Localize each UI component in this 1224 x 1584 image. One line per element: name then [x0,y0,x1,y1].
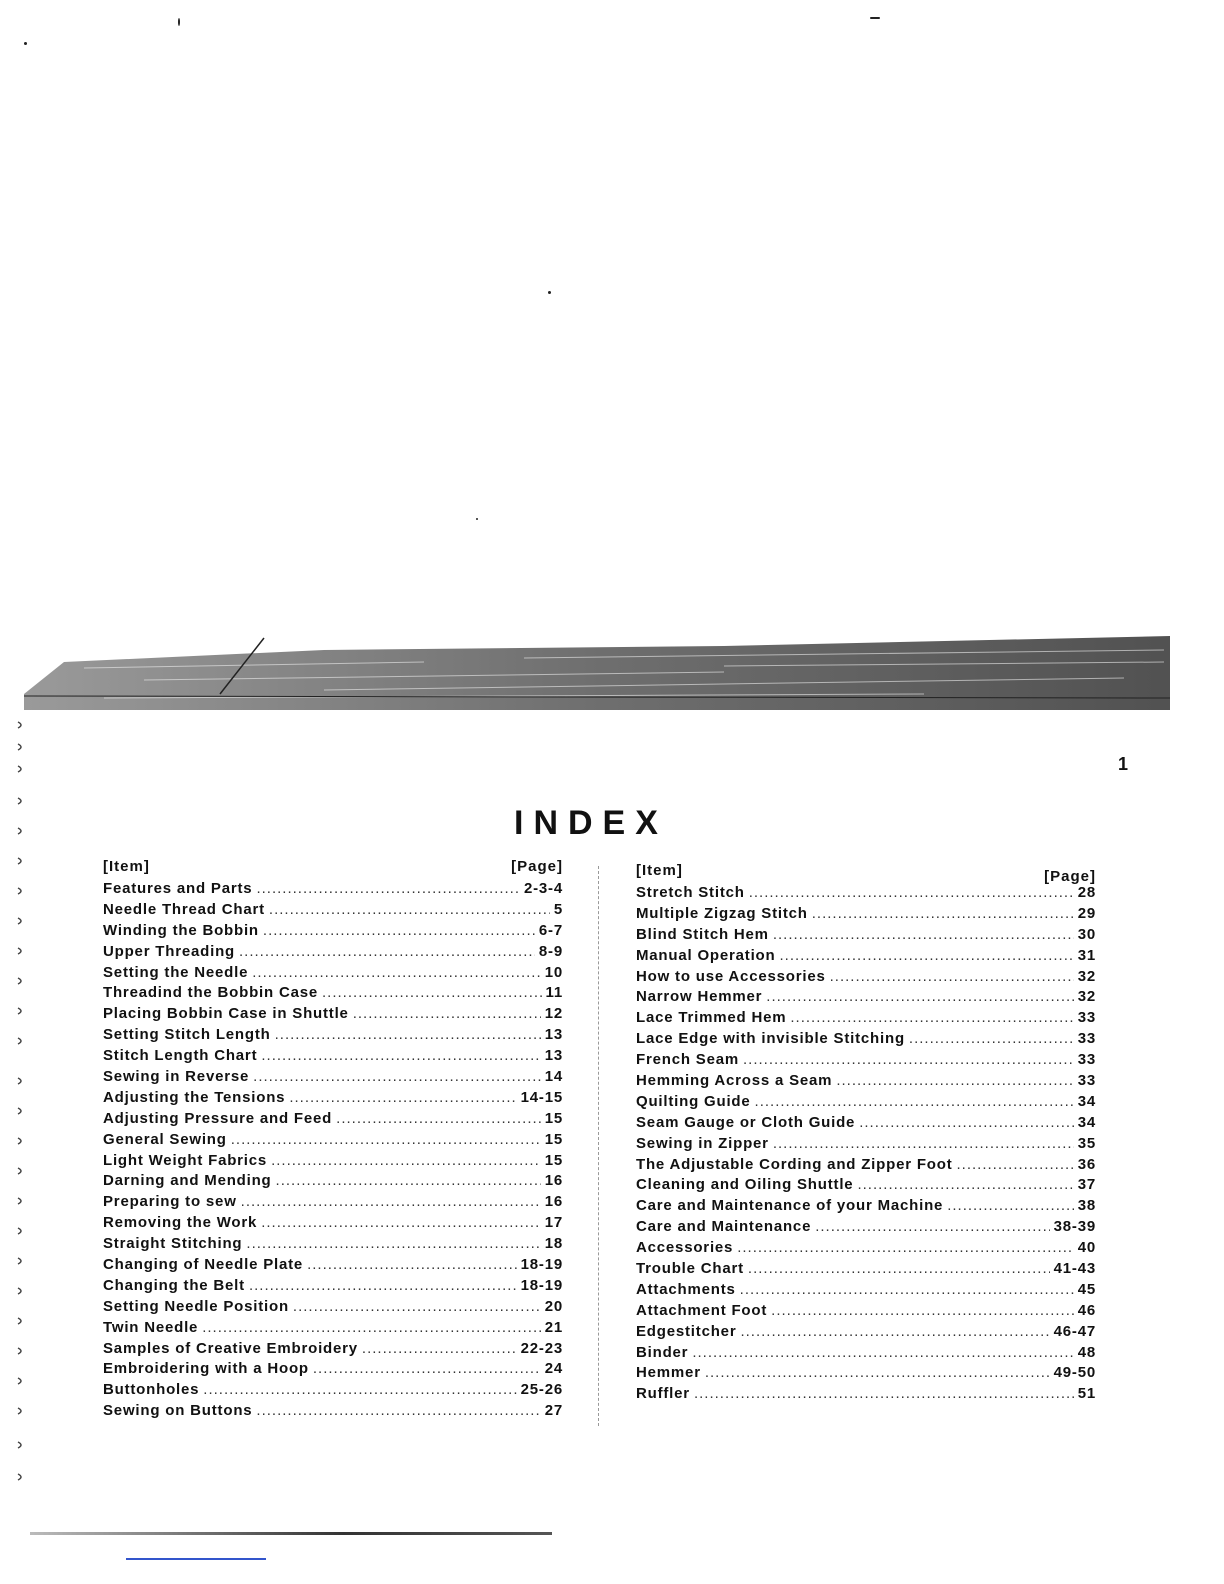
index-entry [636,1009,1096,1030]
entry-page: 15 [544,1130,563,1148]
index-entry [103,1340,563,1361]
index-entry [636,968,1096,989]
dot-leader [694,1385,1074,1402]
entry-item: Manual Operation [636,946,776,964]
entry-item: Threadind the Bobbin Case [103,984,319,1002]
index-entry [103,1005,563,1026]
entry-item: Trouble Chart [636,1260,744,1278]
entry-page: 29 [1077,904,1096,922]
index-entry [103,964,563,985]
index-entry [636,1364,1096,1385]
dot-leader [289,1089,516,1106]
dot-leader [256,1402,540,1419]
entry-page: 16 [544,1172,563,1190]
index-entry [103,1381,563,1402]
entry-page: 14 [544,1068,563,1086]
entry-item: Changing the Belt [103,1276,245,1294]
dot-leader [322,984,542,1001]
entry-item: Edgestitcher [636,1322,737,1340]
entry-item: Multiple Zigzag Stitch [636,904,808,922]
index-entry [636,1302,1096,1323]
scan-blue-mark [126,1558,266,1560]
entry-page: 27 [544,1402,563,1420]
entry-page: 37 [1077,1176,1096,1194]
page-header: [Page] [511,858,563,875]
dot-leader [241,1193,541,1210]
dot-leader [276,1172,541,1189]
dot-leader [743,1051,1074,1068]
index-entry [636,1281,1096,1302]
entry-page: 20 [544,1297,563,1315]
entry-item: Sewing on Buttons [103,1402,253,1420]
entry-page: 51 [1077,1385,1096,1403]
entry-page: 5 [553,900,563,918]
index-entry [103,1131,563,1152]
dot-leader [353,1005,541,1022]
entry-item: Cleaning and Oiling Shuttle [636,1176,854,1194]
entry-page: 13 [544,1047,563,1065]
dot-leader [836,1072,1073,1089]
entry-page: 41-43 [1053,1260,1096,1278]
dot-leader [692,1344,1073,1361]
index-entry [636,1344,1096,1365]
entry-item: Setting Stitch Length [103,1026,271,1044]
page-header: [Page] [1044,868,1096,885]
dot-leader [252,964,540,981]
entry-page: 24 [544,1360,563,1378]
entry-page: 8-9 [538,942,563,960]
index-entry [103,1152,563,1173]
entry-page: 21 [544,1318,563,1336]
dot-leader [253,1068,541,1085]
entry-item: Buttonholes [103,1381,200,1399]
index-entry [103,1235,563,1256]
dot-leader [790,1009,1073,1026]
entry-page: 33 [1077,1051,1096,1069]
index-entry [103,1172,563,1193]
entry-item: Hemming Across a Seam [636,1072,833,1090]
index-entry [636,947,1096,968]
dot-leader [740,1323,1049,1340]
index-entry [636,1176,1096,1197]
entry-item: Light Weight Fabrics [103,1151,268,1169]
entry-item: Lace Trimmed Hem [636,1009,787,1027]
dot-leader [239,943,535,960]
dot-leader [275,1026,541,1043]
index-entry [636,926,1096,947]
entry-item: Needle Thread Chart [103,900,265,918]
dot-leader [336,1110,541,1127]
entry-page: 33 [1077,1072,1096,1090]
entry-page: 38-39 [1053,1218,1096,1236]
entry-page: 15 [544,1109,563,1127]
entry-page: 14-15 [520,1088,563,1106]
index-entry [636,1323,1096,1344]
dot-leader [705,1364,1050,1381]
index-entry [636,1260,1096,1281]
entry-item: Setting Needle Position [103,1297,289,1315]
scan-speck [178,18,180,26]
dot-leader [740,1281,1074,1298]
entry-page: 28 [1077,884,1096,901]
dot-leader [749,884,1074,901]
index-entry [103,1256,563,1277]
index-entry [636,1197,1096,1218]
index-entry [636,1239,1096,1260]
entry-page: 2-3-4 [523,880,563,897]
column-divider [598,866,599,1426]
dot-leader [766,988,1073,1005]
entry-page: 18-19 [520,1256,563,1274]
entry-item: Blind Stitch Hem [636,925,769,943]
entry-item: Lace Edge with invisible Stitching [636,1030,905,1048]
scan-speck [476,518,478,520]
dot-leader [231,1131,541,1148]
entry-page: 32 [1077,988,1096,1006]
entry-page: 15 [544,1151,563,1169]
dot-leader [771,1302,1074,1319]
entry-item: Samples of Creative Embroidery [103,1339,358,1357]
index-column-right [636,862,1096,1406]
entry-item: Embroidering with a Hoop [103,1360,309,1378]
entry-item: Sewing in Reverse [103,1068,250,1086]
entry-page: 10 [544,963,563,981]
entry-item: Seam Gauge or Cloth Guide [636,1113,856,1131]
index-entry [636,1385,1096,1406]
entry-item: Quilting Guide [636,1092,751,1110]
dot-leader [261,1214,541,1231]
entry-page: 38 [1077,1197,1096,1215]
entry-page: 45 [1077,1280,1096,1298]
entry-item: Accessories [636,1239,734,1257]
entry-item: Changing of Needle Plate [103,1256,304,1274]
dot-leader [857,1176,1073,1193]
index-entry [636,1030,1096,1051]
dot-leader [815,1218,1049,1235]
entry-item: Sewing in Zipper [636,1134,769,1152]
entry-item: Features and Parts [103,880,253,897]
entry-item: Adjusting the Tensions [103,1088,286,1106]
index-entry [103,1110,563,1131]
index-entry [103,1193,563,1214]
scan-edge-line [30,1532,552,1535]
entry-item: French Seam [636,1051,740,1069]
dot-leader [246,1235,540,1252]
entry-item: Preparing to sew [103,1193,237,1211]
index-entry [103,1047,563,1068]
entry-item: Ruffler [636,1385,690,1403]
column-header [636,862,1096,884]
column-header [103,858,563,880]
entry-page: 11 [545,984,563,1002]
dot-leader [263,922,535,939]
dot-leader [909,1030,1074,1047]
index-entry [103,880,563,901]
dot-leader [293,1298,541,1315]
binding-hole-marks [14,712,28,1492]
dot-leader [830,968,1074,985]
index-entry [103,1277,563,1298]
index-entry [636,1093,1096,1114]
entry-item: Straight Stitching [103,1235,243,1253]
entry-page: 22-23 [520,1339,563,1357]
dot-leader [203,1381,516,1398]
entry-item: Care and Maintenance of your Machine [636,1197,944,1215]
dot-leader [779,947,1073,964]
entry-page: 6-7 [538,921,563,939]
dot-leader [859,1114,1074,1131]
entry-item: General Sewing [103,1130,227,1148]
index-column-left [103,858,563,1423]
entry-page: 16 [544,1193,563,1211]
entry-item: Care and Maintenance [636,1218,812,1236]
dot-leader [362,1340,517,1357]
entry-item: Adjusting Pressure and Feed [103,1109,333,1127]
entry-item: Stretch Stitch [636,884,745,901]
entry-page: 30 [1077,925,1096,943]
entry-page: 18 [544,1235,563,1253]
entry-page: 33 [1077,1009,1096,1027]
entry-page: 49-50 [1053,1364,1096,1382]
dot-leader [773,1135,1074,1152]
entry-item: Placing Bobbin Case in Shuttle [103,1005,349,1023]
dot-leader [269,901,550,918]
entry-item: Darning and Mending [103,1172,272,1190]
dot-leader [773,926,1074,943]
index-entry [103,922,563,943]
entry-page: 25-26 [520,1381,563,1399]
entry-page: 33 [1077,1030,1096,1048]
index-entry [636,1072,1096,1093]
dot-leader [947,1197,1074,1214]
entry-page: 46-47 [1053,1322,1096,1340]
index-entry [103,1298,563,1319]
dot-leader [261,1047,540,1064]
index-entry [103,1068,563,1089]
scan-speck [24,42,27,45]
entry-page: 40 [1077,1239,1096,1257]
entry-page: 34 [1077,1092,1096,1110]
index-entry [103,1026,563,1047]
entry-item: Removing the Work [103,1214,258,1232]
entry-page: 18-19 [520,1276,563,1294]
entry-item: Attachments [636,1280,736,1298]
item-header: [Item] [103,858,150,875]
index-entry [103,1319,563,1340]
entry-item: Winding the Bobbin [103,921,259,939]
dot-leader [313,1360,541,1377]
entry-item: Stitch Length Chart [103,1047,258,1065]
entry-page: 34 [1077,1113,1096,1131]
dot-leader [249,1277,517,1294]
index-entry [103,1214,563,1235]
index-entry [103,943,563,964]
index-entry [103,1089,563,1110]
dot-leader [812,905,1074,922]
entry-page: 12 [544,1005,563,1023]
scan-speck [548,291,551,294]
dot-leader [748,1260,1050,1277]
index-entry [636,884,1096,905]
entry-page: 32 [1077,967,1096,985]
entry-page: 13 [544,1026,563,1044]
dot-leader [307,1256,517,1273]
page-title: INDEX [514,804,668,842]
index-entry [636,988,1096,1009]
entry-item: Attachment Foot [636,1301,768,1319]
entry-page: 17 [544,1214,563,1232]
entry-item: Binder [636,1343,689,1361]
entry-item: Twin Needle [103,1318,199,1336]
page-number: 1 [1118,754,1129,774]
entry-page: 48 [1077,1343,1096,1361]
dot-leader [957,1156,1074,1173]
index-entry [636,1156,1096,1177]
dot-leader [737,1239,1074,1256]
scan-speck [870,17,880,19]
index-entry [636,1051,1096,1072]
entry-item: The Adjustable Cording and Zipper Foot [636,1155,953,1173]
dot-leader [256,880,520,897]
item-header: [Item] [636,862,683,879]
index-entry [636,1114,1096,1135]
index-entry [103,984,563,1005]
index-entry [103,1360,563,1381]
dot-leader [755,1093,1074,1110]
entry-item: Setting the Needle [103,963,249,981]
entry-item: Upper Threading [103,942,236,960]
index-entry [103,1402,563,1423]
entry-page: 46 [1077,1301,1096,1319]
index-entry [636,1135,1096,1156]
entry-item: Narrow Hemmer [636,988,763,1006]
entry-item: Hemmer [636,1364,701,1382]
dot-leader [271,1152,541,1169]
index-entry [636,1218,1096,1239]
index-entry [103,901,563,922]
entry-item: How to use Accessories [636,967,826,985]
index-entry [636,905,1096,926]
scanned-photo-strip [24,632,1170,710]
entry-page: 35 [1077,1134,1096,1152]
dot-leader [202,1319,540,1336]
entry-page: 31 [1077,946,1096,964]
entry-page: 36 [1077,1155,1096,1173]
